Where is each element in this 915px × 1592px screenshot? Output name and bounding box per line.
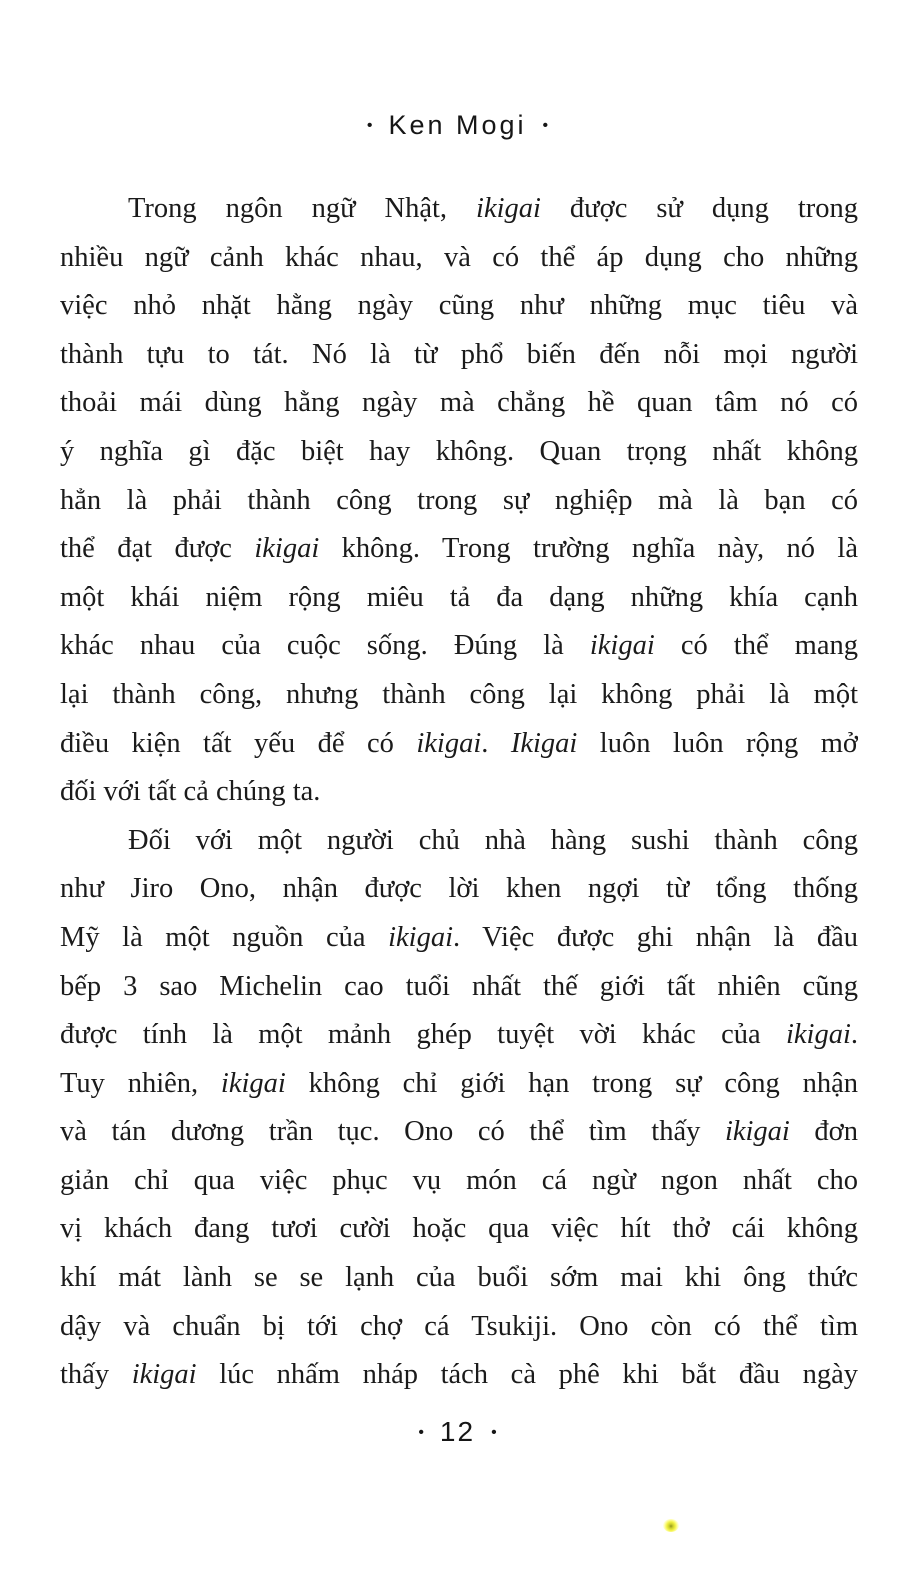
text-line (60, 1351, 858, 1400)
text-segment: được tính là một mảnh ghép tuyệt vời khác của (60, 1019, 786, 1051)
text-segment: khí mát lành se se lạnh của buổi sớm mai khi ông thức (60, 1262, 858, 1294)
text-segment: không chỉ giới hạn trong sự công nhận (285, 1067, 858, 1099)
page-number: 12 (439, 1416, 476, 1447)
text-segment: hẳn là phải thành công trong sự nghiệp mà là bạn có (60, 484, 858, 516)
text-line (60, 1060, 858, 1109)
text-segment: . (481, 727, 511, 759)
header-left-dot: • (366, 117, 373, 135)
text-segment: Mỹ là một nguồn của (60, 921, 389, 953)
text-line (60, 379, 858, 428)
italic-term: ikigai (589, 630, 655, 662)
text-segment: đối với tất cả chúng ta. (60, 776, 321, 808)
text-line (60, 1157, 858, 1206)
italic-term: ikigai (416, 727, 482, 759)
text-line (60, 525, 858, 574)
text-line (60, 477, 858, 526)
text-segment: bếp 3 sao Michelin cao tuổi nhất thế giới tất nhiên cũng (60, 970, 858, 1002)
text-segment: như Jiro Ono, nhận được lời khen ngợi từ tổng thống (60, 873, 858, 905)
text-line (60, 963, 858, 1012)
footer-left-dot: • (418, 1424, 424, 1442)
text-segment: đơn (789, 1116, 858, 1148)
text-segment: . (850, 1019, 858, 1051)
body-text (60, 185, 858, 1400)
italic-term: ikigai (476, 193, 541, 224)
header-right-dot: • (542, 117, 549, 135)
running-head-author: Ken Mogi (388, 110, 527, 140)
italic-term: ikigai (220, 1067, 286, 1099)
text-segment: không. Trong trường nghĩa này, nó là (319, 533, 858, 565)
text-segment: luôn luôn rộng mở (577, 727, 858, 759)
italic-term: ikigai (388, 921, 453, 953)
text-segment: giản chỉ qua việc phục vụ món cá ngừ ngon nhất cho (60, 1164, 858, 1196)
text-segment: khác nhau của cuộc sống. Đúng là (60, 630, 590, 662)
page-footer (0, 1416, 915, 1448)
italic-term: ikigai (131, 1359, 197, 1391)
text-line (60, 865, 858, 914)
italic-term: Ikigai (510, 727, 578, 759)
text-line (60, 817, 858, 866)
text-line (60, 282, 858, 331)
text-segment: có thể mang (654, 630, 858, 662)
running-head (0, 110, 915, 141)
text-line (60, 574, 858, 623)
text-line (60, 1254, 858, 1303)
text-segment: ý nghĩa gì đặc biệt hay không. Quan trọng nhất không (60, 435, 858, 467)
text-segment: dậy và chuẩn bị tới chợ cá Tsukiji. Ono còn có thể tìm (60, 1310, 858, 1342)
text-line (60, 768, 858, 817)
text-segment: Trong ngôn ngữ Nhật, (128, 193, 477, 224)
text-line (60, 428, 858, 477)
text-segment: Đối với một người chủ nhà hàng sushi thành công (128, 824, 858, 856)
text-line (60, 720, 858, 769)
text-line (60, 1108, 858, 1157)
text-segment: vị khách đang tươi cười hoặc qua việc hít thở cái không (60, 1213, 858, 1245)
text-segment: thành tựu to tát. Nó là từ phổ biến đến nỗi mọi người (60, 338, 858, 370)
text-segment: Tuy nhiên, (60, 1067, 221, 1099)
text-segment: lại thành công, nhưng thành công lại không phải là một (60, 678, 858, 710)
text-line (60, 914, 858, 963)
footer-right-dot: • (491, 1424, 497, 1442)
text-line (60, 671, 858, 720)
text-segment: nhiều ngữ cảnh khác nhau, và có thể áp dụng cho những (60, 241, 858, 273)
text-segment: một khái niệm rộng miêu tả đa dạng những khía cạnh (60, 581, 858, 613)
text-segment: được sử dụng trong (540, 193, 858, 224)
text-line (60, 185, 858, 234)
text-segment: và tán dương trần tục. Ono có thể tìm thấy (60, 1116, 725, 1148)
text-line (60, 331, 858, 380)
text-segment: lúc nhấm nháp tách cà phê khi bắt đầu ngày (196, 1359, 858, 1391)
text-line (60, 234, 858, 283)
text-segment: thấy (60, 1359, 132, 1391)
text-segment: thể đạt được (60, 533, 255, 565)
italic-term: ikigai (724, 1116, 790, 1148)
text-line (60, 622, 858, 671)
text-segment: . Việc được ghi nhận là đầu (453, 921, 858, 953)
text-segment: điều kiện tất yếu để có (60, 727, 417, 759)
yellow-speck-artifact (663, 1519, 679, 1532)
italic-term: ikigai (785, 1019, 851, 1051)
text-segment: thoải mái dùng hằng ngày mà chẳng hề quan tâm nó có (60, 387, 858, 419)
text-line (60, 1011, 858, 1060)
italic-term: ikigai (254, 533, 320, 565)
text-line (60, 1303, 858, 1352)
text-line (60, 1205, 858, 1254)
text-segment: việc nhỏ nhặt hằng ngày cũng như những mục tiêu và (60, 290, 858, 322)
